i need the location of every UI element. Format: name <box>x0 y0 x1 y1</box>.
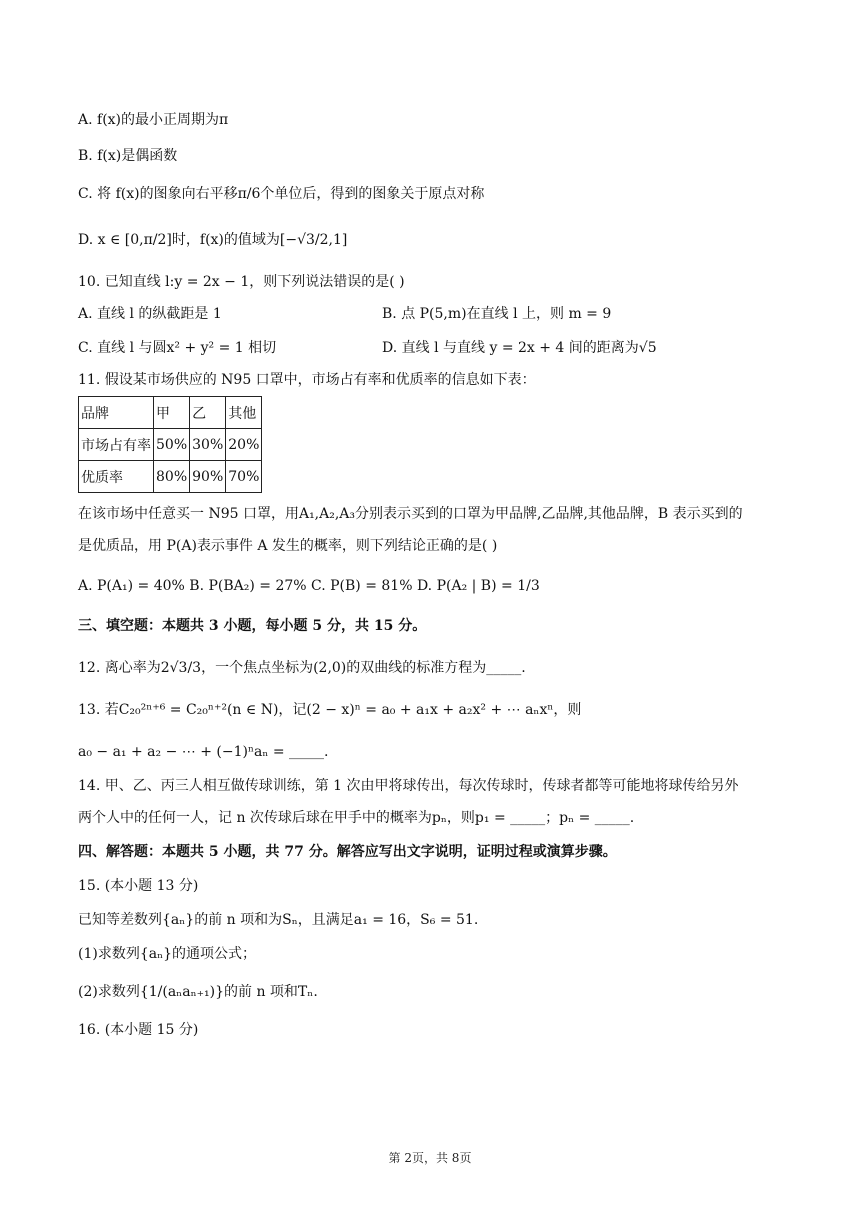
q12-text: 12. 离心率为2√3/3，一个焦点坐标为(2,0)的双曲线的标准方程为_____. <box>78 660 526 676</box>
market-table <box>78 396 262 493</box>
q15-heading: 15. (本小题 13 分) <box>78 878 199 894</box>
q15-part-2: (2)求数列{1/(aₙaₙ₊₁)}的前 n 项和Tₙ. <box>78 984 318 1000</box>
q15-part-1: (1)求数列{aₙ}的通项公式； <box>78 946 257 962</box>
page-footer: 第 2页，共 8页 <box>388 1151 472 1165</box>
section-4-heading: 四、解答题：本题共 5 小题，共 77 分。解答应写出文字说明，证明过程或演算步骤。 <box>78 844 617 860</box>
q11-stem: 11. 假设某市场供应的 N95 口罩中，市场占有率和优质率的信息如下表： <box>78 372 536 388</box>
q9-option-b: B. f(x)是偶函数 <box>78 148 178 164</box>
q13-line-2: a₀ − a₁ + a₂ − ⋯ + (−1)ⁿaₙ = _____. <box>78 744 329 760</box>
q9-option-a: A. f(x)的最小正周期为π <box>78 112 229 128</box>
table-row <box>79 397 262 429</box>
section-3-heading: 三、填空题：本题共 3 小题，每小题 5 分，共 15 分。 <box>78 618 427 634</box>
q10-stem: 10. 已知直线 l:y = 2x − 1，则下列说法错误的是( ) <box>78 274 405 290</box>
table-header-cell: 其他 <box>226 397 262 429</box>
q10-option-b: B. 点 P(5,m)在直线 l 上，则 m = 9 <box>382 306 612 322</box>
table-cell: 优质率 <box>79 461 154 493</box>
q10-option-d: D. 直线 l 与直线 y = 2x + 4 间的距离为√5 <box>382 340 657 356</box>
table-cell: 90% <box>190 461 226 493</box>
table-cell: 市场占有率 <box>79 429 154 461</box>
q16-heading: 16. (本小题 15 分) <box>78 1022 199 1038</box>
table-cell: 70% <box>226 461 262 493</box>
table-header-cell: 乙 <box>190 397 226 429</box>
q15-stem: 已知等差数列{aₙ}的前 n 项和为Sₙ，且满足a₁ = 16，S₆ = 51. <box>78 912 479 928</box>
q11-options: A. P(A₁) = 40% B. P(BA₂) = 27% C. P(B) = 81% D. P(A₂ | B) = 1/3 <box>78 578 540 594</box>
table-header-cell: 品牌 <box>79 397 154 429</box>
q11-text-2: 是优质品，用 P(A)表示事件 A 发生的概率，则下列结论正确的是( ) <box>78 538 498 554</box>
q14-line-2: 两个人中的任何一人，记 n 次传球后球在甲手中的概率为pₙ，则p₁ = _____；pₙ = _____. <box>78 810 635 826</box>
table-cell: 50% <box>154 429 190 461</box>
table-row <box>79 429 262 461</box>
q14-line-1: 14. 甲、乙、丙三人相互做传球训练，第 1 次由甲将球传出，每次传球时，传球者都等可能地将球传给另外 <box>78 778 739 794</box>
q10-option-a: A. 直线 l 的纵截距是 1 <box>78 306 222 322</box>
q9-option-d: D. x ∈ [0,π/2]时，f(x)的值域为[−√3/2,1] <box>78 232 348 248</box>
table-cell: 80% <box>154 461 190 493</box>
q9-option-c: C. 将 f(x)的图象向右平移π/6个单位后，得到的图象关于原点对称 <box>78 186 485 202</box>
q13-line-1: 13. 若C₂₀²ⁿ⁺⁶ = C₂₀ⁿ⁺²(n ∈ N)，记(2 − x)ⁿ = a₀ + a₁x + a₂x² + ⋯ aₙxⁿ，则 <box>78 702 582 718</box>
table-row <box>79 461 262 493</box>
table-header-cell: 甲 <box>154 397 190 429</box>
table-cell: 20% <box>226 429 262 461</box>
q11-text-1: 在该市场中任意买一 N95 口罩，用A₁,A₂,A₃分别表示买到的口罩为甲品牌,乙品牌,其他品牌，B 表示买到的 <box>78 506 743 522</box>
table-cell: 30% <box>190 429 226 461</box>
q10-option-c: C. 直线 l 与圆x² + y² = 1 相切 <box>78 340 277 356</box>
